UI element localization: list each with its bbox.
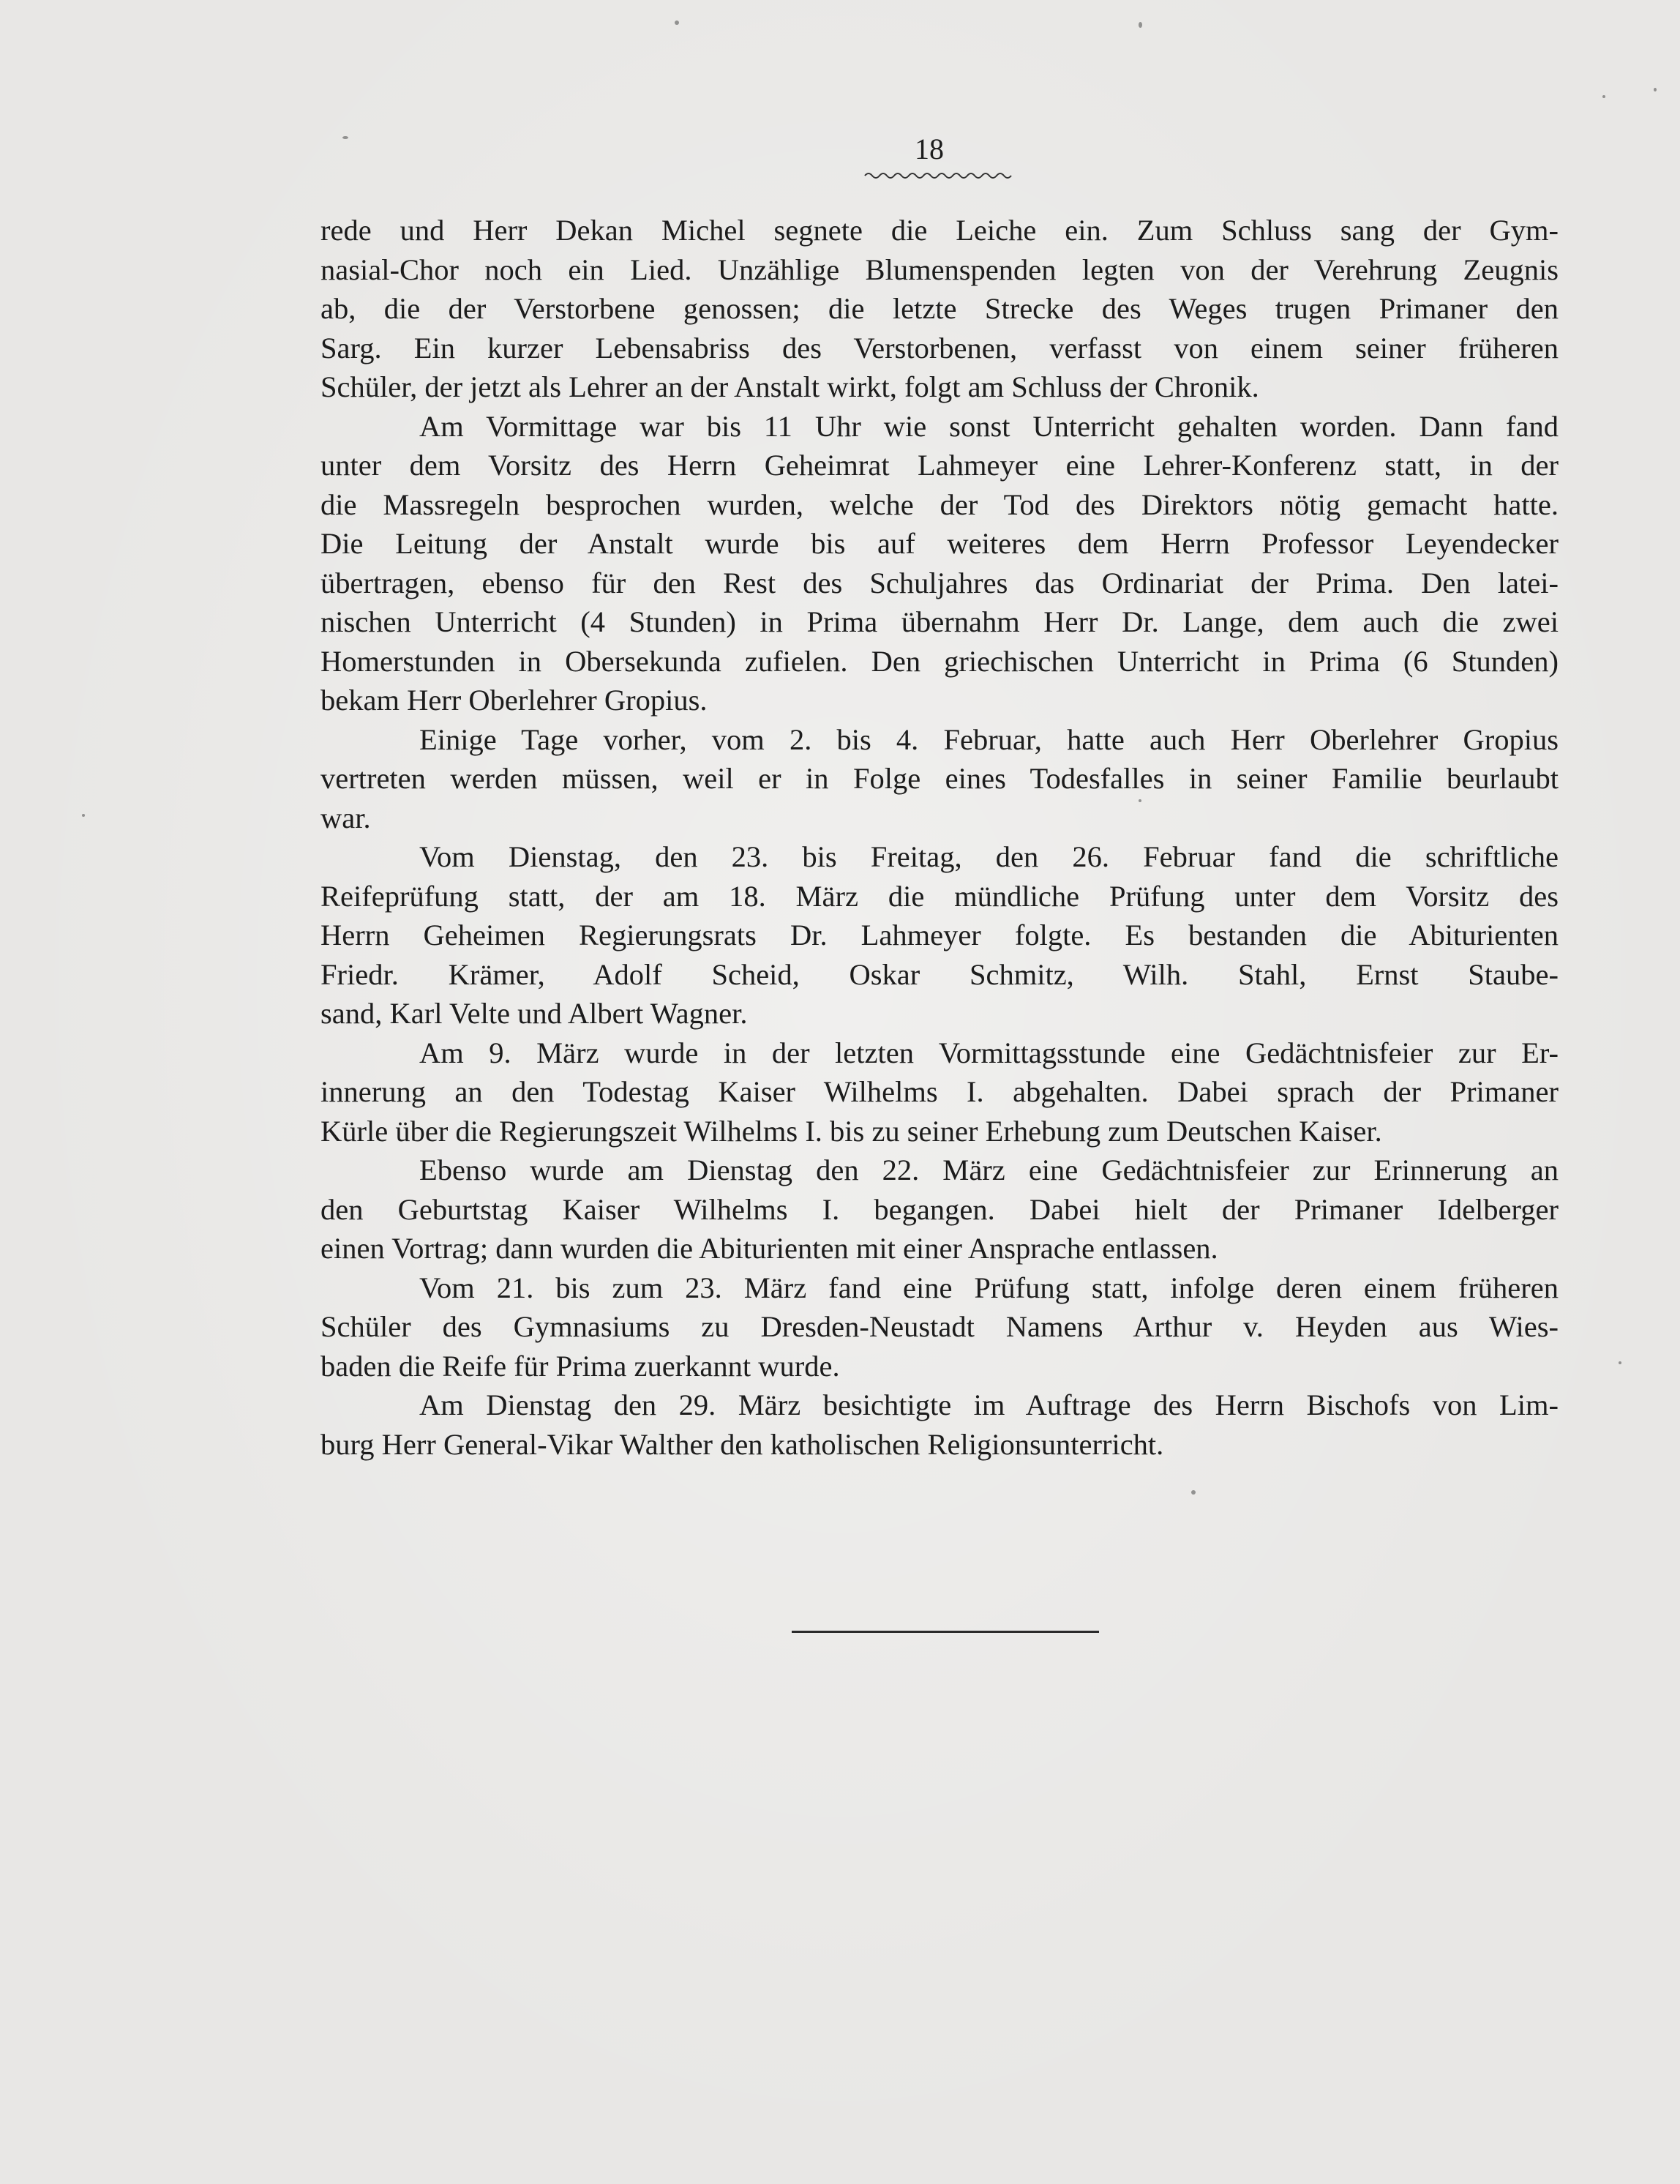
text-line: rede und Herr Dekan Michel segnete die Leiche ein. Zum Schluss sang der Gym-: [320, 214, 1559, 247]
text-line: Friedr. Krämer, Adolf Scheid, Oskar Schmitz, Wilh. Stahl, Ernst Staube-: [320, 957, 1559, 991]
text-line: Vom 21. bis zum 23. März fand eine Prüfung statt, infolge deren einem früheren: [419, 1271, 1559, 1304]
scan-speck: [1191, 1490, 1196, 1495]
text-line: den Geburtstag Kaiser Wilhelms I. begangen. Dabei hielt der Primaner Idelberger: [320, 1192, 1559, 1226]
page-number: 18: [915, 132, 944, 165]
paragraph-funeral: [320, 211, 1559, 407]
text-line: Vom Dienstag, den 23. bis Freitag, den 26. Februar fand die schriftliche: [419, 840, 1559, 873]
text-line: burg Herr General-Vikar Walther den katholischen Religionsunterricht.: [320, 1427, 1164, 1461]
scan-speck: [82, 814, 85, 817]
text-line: war.: [320, 801, 371, 834]
scan-speck: [1602, 95, 1605, 98]
scan-speck: [342, 136, 348, 139]
chronicle-text: [320, 211, 1559, 1464]
text-line: Ebenso wurde am Dienstag den 22. März eine Gedächtnisfeier zur Erinnerung an: [419, 1153, 1559, 1186]
text-line: Am Dienstag den 29. März besichtigte im Auftrage des Herrn Bischofs von Lim-: [419, 1388, 1559, 1421]
text-line: Herrn Geheimen Regierungsrats Dr. Lahmeyer folgte. Es bestanden die Abiturienten: [320, 919, 1559, 951]
paragraph-conference: [320, 407, 1559, 720]
text-line: vertreten werden müssen, weil er in Folge eines Todesfalles in seiner Familie beurlaubt: [320, 762, 1559, 795]
scan-speck: [1654, 88, 1657, 91]
scan-speck: [1139, 22, 1142, 28]
paragraph-admission-exam: [320, 1268, 1559, 1386]
text-line: Kürle über die Regierungszeit Wilhelms I. bis zu seiner Erhebung zum Deutschen Kaiser.: [320, 1114, 1382, 1148]
text-line: Homerstunden in Obersekunda zufielen. Den griechischen Unterricht in Prima (6 Stunden): [320, 644, 1559, 678]
paragraph-substitution: [320, 720, 1559, 838]
text-line: Reifeprüfung statt, der am 18. März die mündliche Prüfung unter dem Vorsitz des: [320, 879, 1559, 913]
text-line: nasial-Chor noch ein Lied. Unzählige Blumenspenden legten von der Verehrung Zeugnis: [320, 253, 1559, 286]
text-line: Am Vormittage war bis 11 Uhr wie sonst Unterricht gehalten worden. Dann fand: [419, 409, 1559, 443]
page-number-flourish: [863, 170, 1017, 182]
text-line: die Massregeln besprochen wurden, welche der Tod des Direktors nötig gemacht hatte.: [320, 487, 1559, 521]
text-line: innerung an den Todestag Kaiser Wilhelms I. abgehalten. Dabei sprach der Primaner: [320, 1075, 1559, 1108]
text-line: Die Leitung der Anstalt wurde bis auf weiteres dem Herrn Professor Leyendecker: [320, 527, 1559, 560]
text-line: Sarg. Ein kurzer Lebensabriss des Verstorbenen, verfasst von einem seiner früheren: [320, 331, 1559, 364]
text-line: unter dem Vorsitz des Herrn Geheimrat Lahmeyer eine Lehrer-Konferenz statt, in der: [320, 449, 1559, 482]
text-line: einen Vortrag; dann wurden die Abiturienten mit einer Ansprache entlassen.: [320, 1232, 1218, 1265]
section-divider: [792, 1631, 1099, 1633]
paragraph-memorial-birth: [320, 1151, 1559, 1268]
text-line: übertragen, ebenso für den Rest des Schuljahres das Ordinariat der Prima. Den latei-: [320, 566, 1559, 599]
text-line: ab, die der Verstorbene genossen; die letzte Strecke des Weges trugen Primaner den: [320, 292, 1559, 325]
paragraph-memorial-death: [320, 1033, 1559, 1151]
text-line: sand, Karl Velte und Albert Wagner.: [320, 997, 748, 1030]
scan-speck: [1619, 1361, 1621, 1364]
scan-speck: [675, 20, 679, 25]
paragraph-inspection: [320, 1385, 1559, 1464]
text-line: bekam Herr Oberlehrer Gropius.: [320, 684, 708, 717]
text-line: baden die Reife für Prima zuerkannt wurde.: [320, 1349, 840, 1383]
scan-speck: [1139, 799, 1141, 802]
paragraph-exam: [320, 837, 1559, 1033]
text-line: Einige Tage vorher, vom 2. bis 4. Februar, hatte auch Herr Oberlehrer Gropius: [419, 722, 1559, 756]
text-line: Am 9. März wurde in der letzten Vormittagsstunde eine Gedächtnisfeier zur Er-: [419, 1036, 1559, 1069]
text-line: Schüler, der jetzt als Lehrer an der Anstalt wirkt, folgt am Schluss der Chronik.: [320, 370, 1259, 403]
text-line: Schüler des Gymnasiums zu Dresden-Neustadt Namens Arthur v. Heyden aus Wies-: [320, 1310, 1559, 1343]
text-line: nischen Unterricht (4 Stunden) in Prima übernahm Herr Dr. Lange, dem auch die zwei: [320, 605, 1559, 638]
